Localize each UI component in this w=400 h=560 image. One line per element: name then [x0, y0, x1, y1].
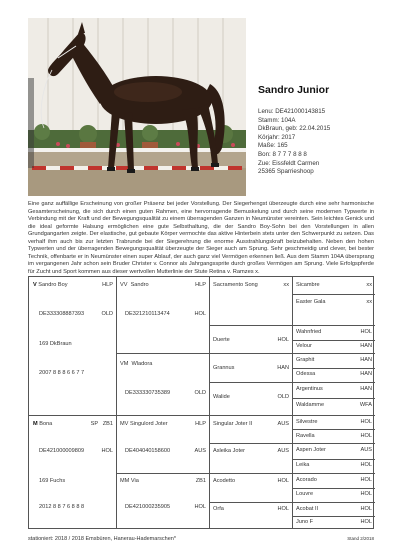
col2-vv-name: Sandro	[130, 282, 149, 288]
dam-mark: M	[33, 421, 38, 427]
info-breeder-city: 25365 Sparrieshoop	[258, 168, 314, 176]
info-koerjahr: Körjahr: 2017	[258, 133, 296, 141]
sire-year-bon: 2007 8 8 8 6 6 7 7	[39, 370, 85, 376]
col3-org-8: HOL	[277, 506, 289, 512]
stand-date: Stand 2/2018	[347, 536, 374, 541]
horse-photo	[28, 18, 246, 196]
col2-mm-org: HOL	[194, 504, 206, 510]
info-bon: Bon: 8 7 7 7 8 8 8	[258, 150, 307, 158]
sire-org: OLD	[101, 311, 113, 317]
col4-org-3: HOL	[360, 329, 372, 335]
col4-name-2: Easter Gala	[296, 299, 326, 305]
col2-mv-org: AUS	[194, 448, 206, 454]
col4-name-8: Waldamme	[296, 402, 325, 408]
col2-mm-code: ZB1	[195, 478, 206, 484]
pedigree-table	[28, 276, 374, 529]
col3-name-1: Sacramento Song	[213, 282, 258, 288]
col3-org-6: AUS	[277, 448, 289, 454]
col3-name-6: Asleika Joter	[213, 448, 246, 454]
sire-mark: V	[33, 282, 37, 288]
col2-vv-code: HLP	[195, 282, 206, 288]
col2-vv-org: HOL	[194, 311, 206, 317]
col4-org-15: HOL	[360, 506, 372, 512]
col4-org-14: HOL	[360, 491, 372, 497]
dam-name: Bona	[39, 421, 53, 427]
col3-org-3: HAN	[277, 365, 289, 371]
info-stamm: Stamm: 104A	[258, 116, 296, 124]
col4-org-8: WFA	[359, 402, 372, 408]
col4-name-4: Velour	[296, 343, 312, 349]
sire-color: 169 DkBraun	[39, 341, 72, 347]
col3-name-8: Orfa	[213, 506, 224, 512]
dam-org: HOL	[101, 448, 113, 454]
dam-code2: ZB1	[102, 421, 113, 427]
col4-org-1: xx	[366, 282, 372, 288]
col4-name-9: Silvestre	[296, 419, 318, 425]
col4-name-12: Leika	[296, 462, 310, 468]
col4-name-15: Acobat II	[296, 506, 319, 512]
sire-code: HLP	[102, 282, 113, 288]
info-color-birth: DkBraun, geb: 22.04.2015	[258, 125, 331, 133]
col2-mv-mark: MV	[120, 421, 129, 427]
col3-name-4: Walide	[213, 394, 230, 400]
col4-name-7: Argentinus	[296, 386, 323, 392]
col4-org-9: HOL	[360, 419, 372, 425]
dam-color: 169 Fuchs	[39, 478, 66, 484]
col4-org-13: HOL	[360, 477, 372, 483]
col2-mm-lenu: DE421000235905	[125, 504, 171, 510]
col4-org-10: HOL	[360, 433, 372, 439]
col4-org-6: HAN	[360, 371, 372, 377]
info-breeder: Zue: Eissfeldt Carmen	[258, 159, 320, 167]
col3-name-5: Singular Joter II	[213, 421, 253, 427]
info-lenu: Lenu: DE421000143815	[258, 108, 326, 115]
col4-name-1: Sicambre	[296, 282, 320, 288]
col2-mm-name: Via	[130, 478, 139, 484]
col3-org-2: HOL	[277, 337, 289, 343]
col2-mv-code: HLP	[195, 421, 206, 427]
col3-org-4: OLD	[277, 394, 289, 400]
col4-name-10: Ravella	[296, 433, 315, 439]
col4-name-6: Odessa	[296, 371, 316, 377]
horse-photo-image	[28, 18, 246, 196]
horse-name: Sandro Junior	[258, 84, 330, 96]
horse-info	[258, 108, 388, 177]
stationed-footer: stationiert: 2018 / 2018 Emsbüren, Hanerau-Hademarschen*	[28, 536, 176, 542]
col3-org-7: HOL	[277, 478, 289, 484]
col4-org-4: HAN	[360, 343, 372, 349]
col2-vm-lenu: DE333330735389	[125, 390, 171, 396]
col2-mv-name: Singulord Joter	[129, 421, 168, 427]
col2-vm-mark: VM	[120, 361, 129, 367]
col2-mm-mark: MM	[120, 478, 130, 484]
col4-org-12: HOL	[360, 462, 372, 468]
col4-name-11: Aspen Joter	[296, 447, 326, 453]
col4-name-14: Louvre	[296, 491, 314, 497]
col2-vv-mark: VV	[120, 282, 128, 288]
col4-name-3: Wahnfried	[296, 329, 322, 335]
col2-mv-lenu: DE404040158600	[125, 448, 171, 454]
col4-name-13: Acorado	[296, 477, 317, 483]
col4-org-16: HOL	[360, 519, 372, 525]
sire-name: Sandro Boy	[38, 282, 68, 288]
col3-name-2: Duerte	[213, 337, 230, 343]
col4-org-5: HAN	[360, 357, 372, 363]
dam-lenu: DE421000009809	[39, 448, 85, 454]
col3-name-3: Grannus	[213, 365, 235, 371]
col4-org-2: xx	[366, 299, 372, 305]
dam-year-bon: 2012 8 8 7 6 8 8 8	[39, 504, 85, 510]
dam-code: SP	[90, 421, 99, 427]
col4-name-16: Juno F	[296, 519, 314, 525]
col2-vm-name: Wladora	[131, 361, 153, 367]
description-text: Eine ganz auffällige Erscheinung von großer Präsenz bei jeder Vorstellung. Der Siegerhengst überzeugte durch eine sehr harmonische Gesamterscheinung, die sich durch einen guten Rahmen, eine hervorragende Bemuskelung und durch seine modernen Typwerte in Verbindung mit der Kraft und der Bewegungsqualität zu einem überragenden Ganzen in Neumünster vereinten. Sein leichtes Genick und die ideal geformte Halsung ermöglichen eine gute Selbsthaltung, die der Sandro Boy-Sohn bei den Vorstellungen in allen Grundgangarten zeigte. Der elastische, gut gebaute Körper vermochte das aktive Hinterbein stets unter den Schwerpunkt zu setzen. Das verhalf ihm auch bis zur letzten Trabrunde bei der Siegerehrung die enorme Ausstrahlungskraft beizubehalten. Neben den hohen Typwerten und der überragenden Bewegungsqualität überzeugte der Sieger auch am Sprung. Sehr geschmeidig und clever, bei bester Technik, offenbarte er in Neumünster einen super Ablauf, der auch ganz viel Vermögen erkennen ließ. Aus dem Stamm 104A übersprang im vergangenen Jahr schon sein Bruder Christer v. Connor als Jahrgangssprite durch großes Vermögen am Sprung. Viele Erfolgspferde für Zucht und Sport kommen aus dieser wertvollen Mutterlinie der Stute Retina v. Ramzes x.	[28, 201, 374, 275]
col4-name-5: Graphit	[296, 357, 315, 363]
col3-org-1: xx	[283, 282, 289, 288]
col4-org-7: HAN	[360, 386, 372, 392]
col2-vm-org: OLD	[194, 390, 206, 396]
col2-vv-lenu: DE321210113474	[125, 311, 170, 317]
col3-name-7: Acodetto	[213, 478, 236, 484]
sire-lenu: DE333308887393	[39, 311, 85, 317]
info-masse: Maße: 165	[258, 142, 288, 150]
col3-org-5: AUS	[277, 421, 289, 427]
col4-org-11: AUS	[360, 447, 372, 453]
